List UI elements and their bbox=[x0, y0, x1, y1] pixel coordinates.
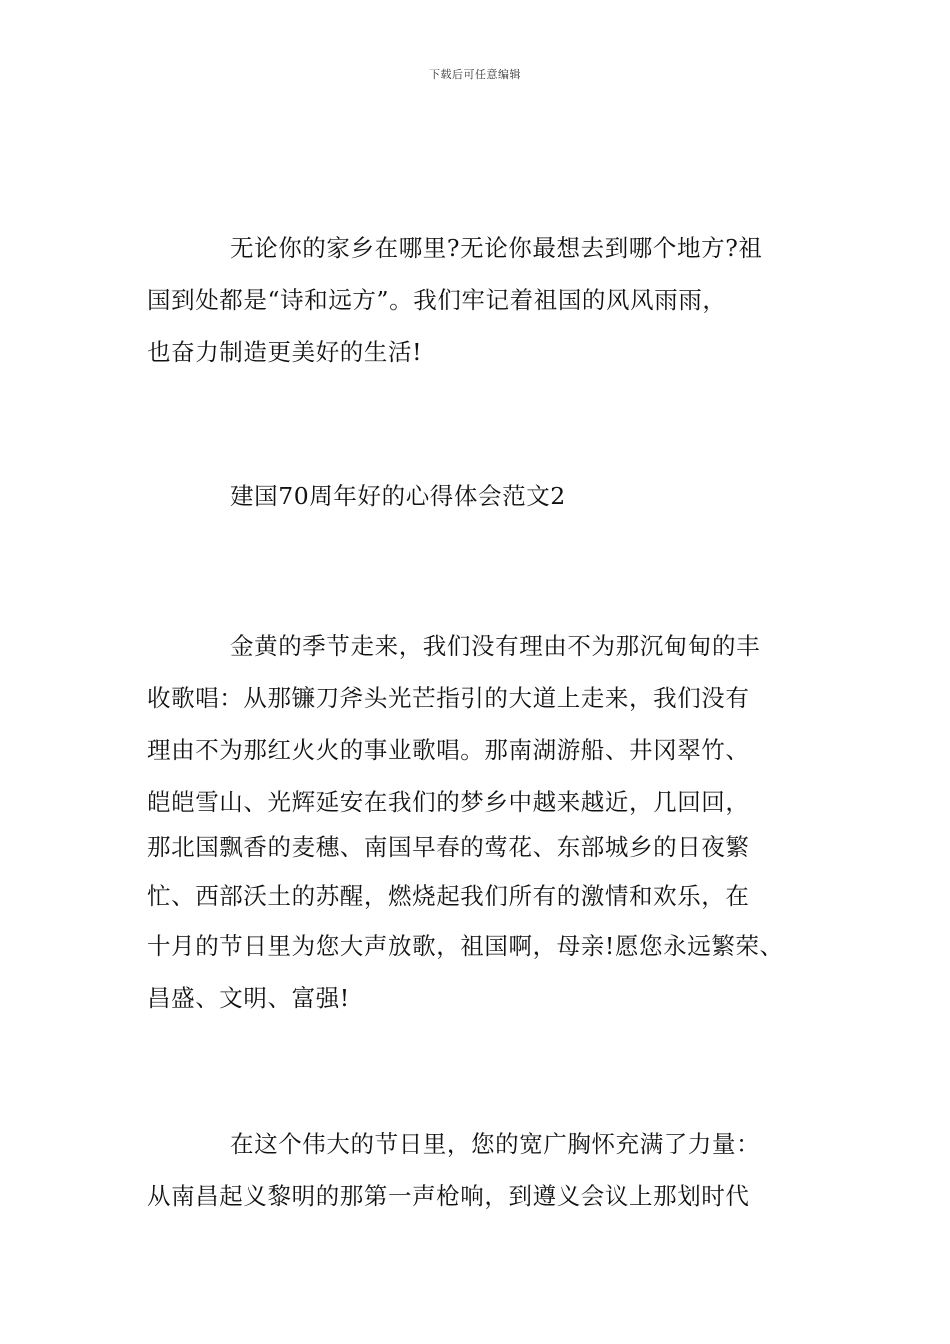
text-line: 昌盛、文明、富强! bbox=[147, 984, 350, 1012]
text-line: 从南昌起义黎明的那第一声枪响，到遵义会议上那划时代 bbox=[147, 1182, 750, 1210]
text-line: 十月的节日里为您大声放歌，祖国啊，母亲!愿您永远繁荣、 bbox=[147, 932, 784, 960]
text-line: 也奋力制造更美好的生活! bbox=[147, 338, 423, 366]
text-line: 理由不为那红火火的事业歌唱。那南湖游船、井冈翠竹、 bbox=[147, 736, 750, 764]
text-line: 在这个伟大的节日里，您的宽广胸怀充满了力量： bbox=[230, 1130, 761, 1158]
text-line: 国到处都是“诗和远方”。我们牢记着祖国的风风雨雨， bbox=[147, 286, 727, 314]
page-header: 下载后可任意编辑 bbox=[429, 68, 521, 81]
text-line: 皑皑雪山、光辉延安在我们的梦乡中越来越近，几回回， bbox=[147, 788, 750, 816]
text-line: 忙、西部沃土的苏醒，燃烧起我们所有的激情和欢乐，在 bbox=[147, 882, 750, 910]
text-line: 那北国飘香的麦穗、南国早春的莺花、东部城乡的日夜繁 bbox=[147, 833, 750, 861]
text-line: 无论你的家乡在哪里?无论你最想去到哪个地方?祖 bbox=[230, 234, 763, 262]
text-line: 收歌唱：从那镰刀斧头光芒指引的大道上走来，我们没有 bbox=[147, 684, 750, 712]
text-line: 金黄的季节走来，我们没有理由不为那沉甸甸的丰 bbox=[230, 632, 761, 660]
heading-line: 建国70周年好的心得体会范文2 bbox=[230, 482, 566, 510]
